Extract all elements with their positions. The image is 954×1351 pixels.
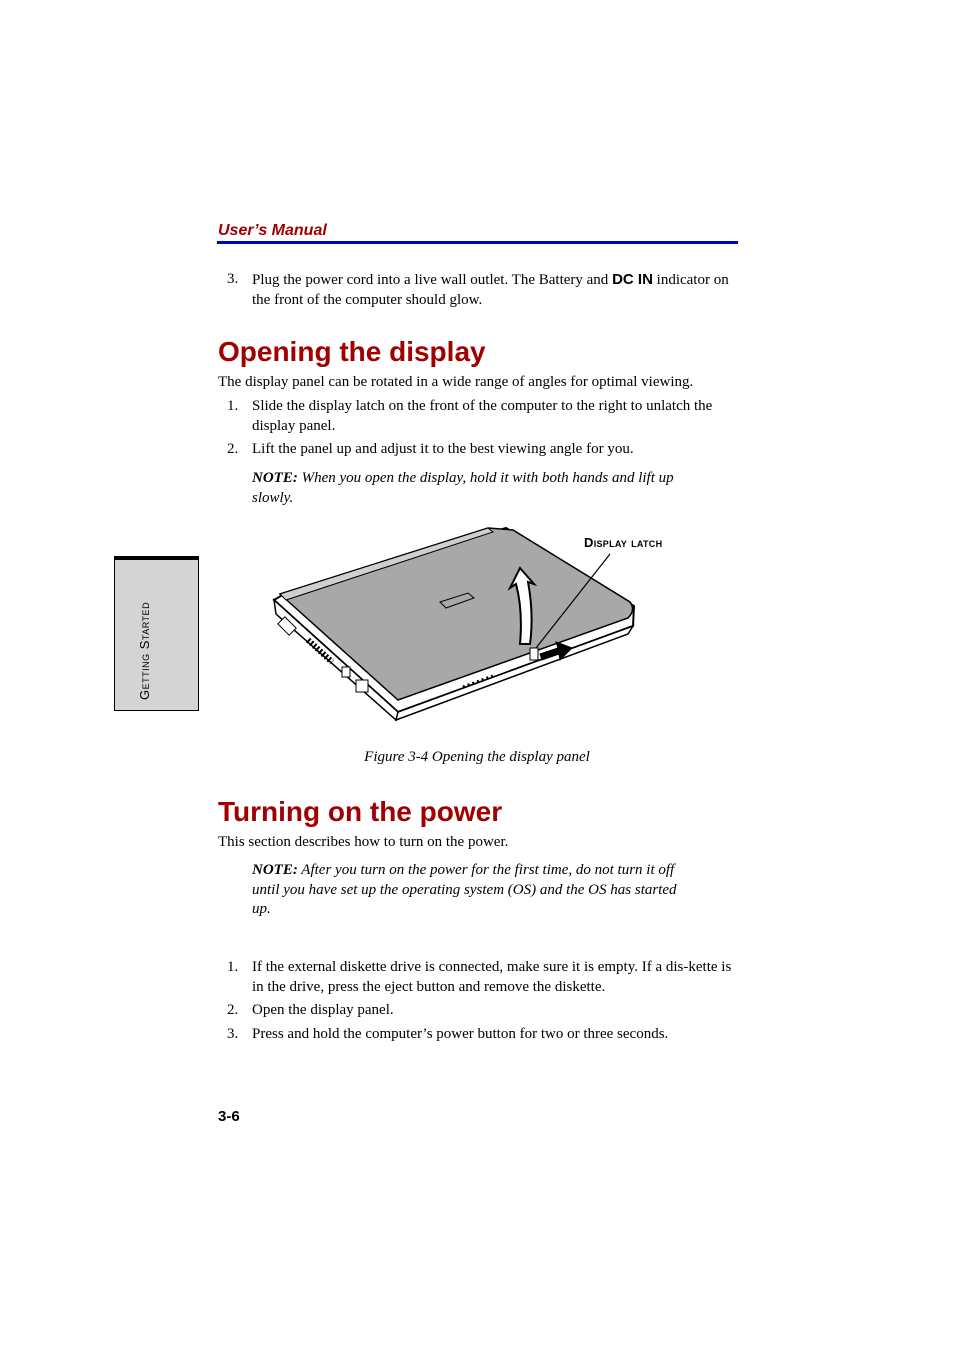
list-item [218, 397, 738, 436]
section-intro: The display panel can be rotated in a wide range of angles for optimal viewing. [218, 374, 694, 390]
list-text: Lift the panel up and adjust it to the best viewing angle for you. [252, 441, 634, 457]
list-text: Press and hold the computer’s power button for two or three seconds. [252, 1026, 669, 1042]
list-number: 2. [227, 1002, 239, 1018]
list-number: 3. [227, 271, 239, 287]
note-label: NOTE: [252, 470, 298, 486]
list-text: Slide the display latch on the front of the computer to the right to unlatch the display panel. [252, 398, 713, 434]
note-display [252, 469, 692, 508]
list-number: 1. [227, 398, 239, 414]
side-tab [114, 556, 199, 711]
list-item [218, 440, 738, 460]
side-tab-label: Getting Started [137, 601, 152, 700]
section-heading-display: Opening the display [218, 336, 486, 367]
running-header: User’s Manual [218, 222, 327, 239]
list-item [218, 270, 738, 310]
list-item [218, 1025, 738, 1045]
list-text-part: indicator on the front of the computer should glow. [252, 272, 729, 308]
list-text: Open the display panel. [252, 1002, 394, 1018]
figure-callout-display-latch: Display latch [584, 535, 663, 550]
dc-in-label: DC IN [612, 271, 653, 288]
list-item [218, 958, 738, 997]
figure-caption: Figure 3-4 Opening the display panel [364, 749, 590, 765]
section-heading-power: Turning on the power [218, 796, 503, 827]
page-number: 3-6 [218, 1108, 240, 1125]
list-text [252, 270, 738, 310]
list-number: 3. [227, 1026, 239, 1042]
note-label: NOTE: [252, 862, 298, 878]
list-text-part: Plug the power cord into a live wall outlet. The Battery and [252, 272, 613, 288]
note-power [252, 861, 692, 920]
list-item [218, 1001, 738, 1021]
section-intro: This section describes how to turn on the power. [218, 834, 509, 850]
note-text: When you open the display, hold it with both hands and lift up slowly. [252, 470, 674, 506]
header-rule [217, 241, 738, 244]
list-number: 1. [227, 959, 239, 975]
note-text: After you turn on the power for the first time, do not turn it off until you have set up the operating system (OS) and the OS has started up. [252, 862, 677, 917]
list-number: 2. [227, 441, 239, 457]
list-text: If the external diskette drive is connected, make sure it is empty. If a dis-kette is in the drive, press the eject button and remove the diskette. [252, 959, 732, 995]
laptop-illustration [268, 522, 708, 722]
